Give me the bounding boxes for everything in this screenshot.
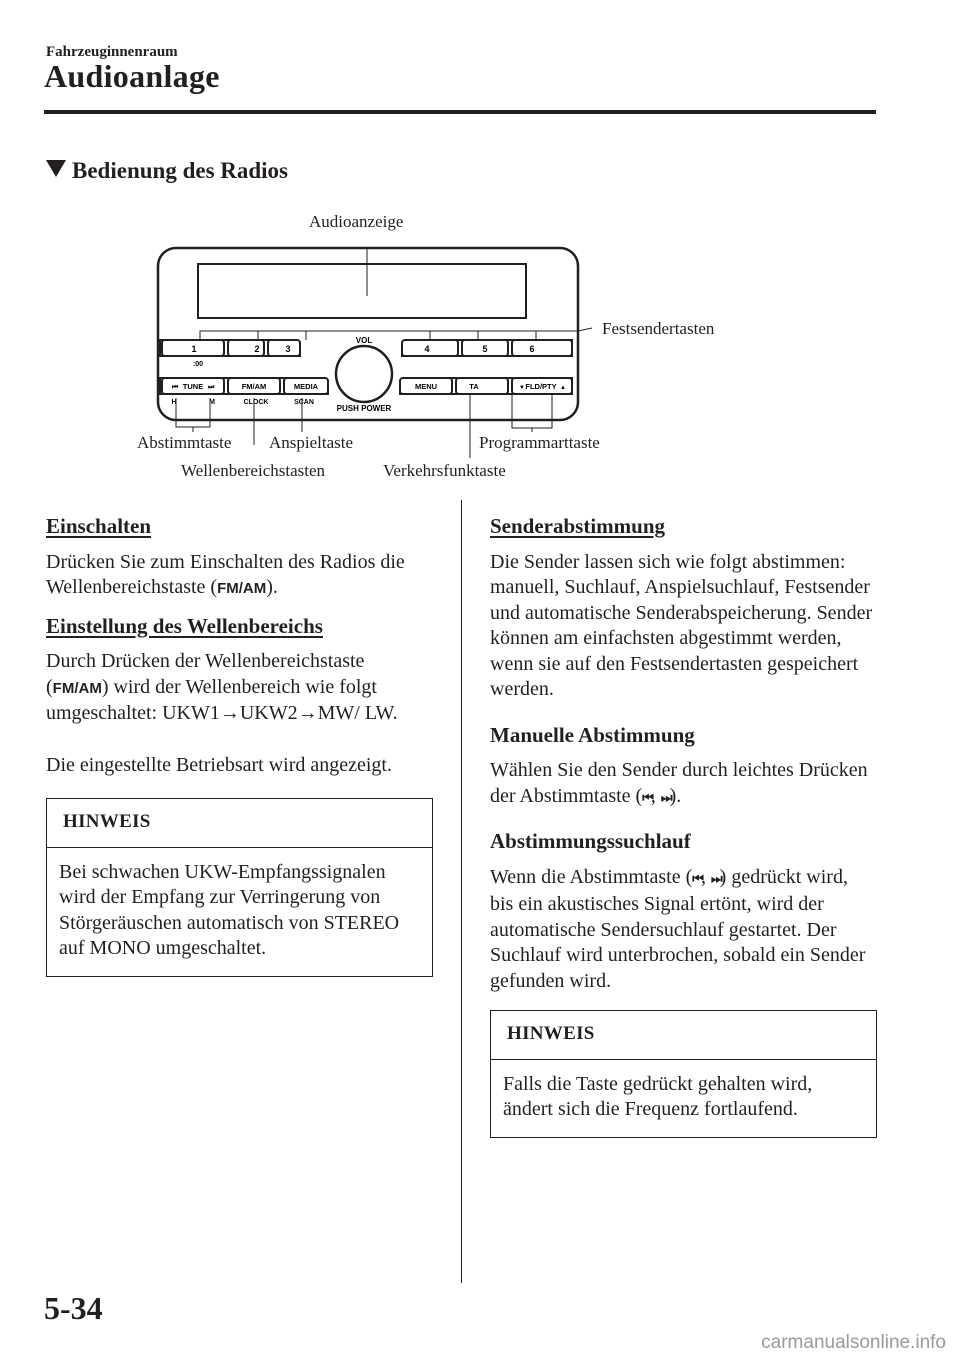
seek-back-icon: ⏮ <box>692 871 701 887</box>
volume-knob[interactable] <box>336 346 392 402</box>
fld-pty-label: FLD/PTY <box>525 382 557 391</box>
push-power-label: PUSH POWER <box>336 404 392 413</box>
paragraph-betriebsart: Die eingestellte Betriebsart wird angezeigt. <box>46 753 392 776</box>
label-programmarttaste: Programmarttaste <box>479 433 600 452</box>
label-wellenbereichstasten: Wellenbereichstasten <box>181 461 326 480</box>
seek-forward-icon: ⏭ <box>660 790 670 806</box>
preset-2-label: 2 <box>254 344 260 354</box>
column-divider <box>461 500 462 1283</box>
seek-forward-icon: ⏭ <box>710 871 720 887</box>
note-text: Falls die Taste gedrückt gehalten wird, ändert sich die Frequenz fortlaufend. <box>503 1072 813 1120</box>
tune-back-icon: ⏮ <box>172 384 179 391</box>
preset-4-label: 4 <box>424 344 430 354</box>
heading-einschalten: Einschalten <box>46 514 152 538</box>
section-title-text: Bedienung des Radios <box>72 158 289 183</box>
heading-manuelle-abstimmung: Manuelle Abstimmung <box>490 722 695 747</box>
preset-5-label: 5 <box>482 344 488 354</box>
seek-back-icon: ⏮ <box>642 790 651 806</box>
pty-up-icon: ▲ <box>560 385 566 391</box>
section-title <box>46 158 288 184</box>
fm-am-symbol: FM/AM <box>52 679 102 697</box>
preset-6-button[interactable] <box>512 340 572 356</box>
media-label: MEDIA <box>293 382 319 391</box>
tune-fwd-icon: ⏭ <box>208 384 215 391</box>
preset-1-label: 1 <box>191 344 197 354</box>
triangle-down-icon <box>46 160 66 177</box>
watermark: carmanualsonline.info <box>761 1332 946 1353</box>
note-heading: HINWEIS <box>491 1011 876 1060</box>
label-festsendertasten: Festsendertasten <box>602 319 715 338</box>
preset-6-label: 6 <box>529 344 535 354</box>
label-audioanzeige: Audioanzeige <box>309 212 404 231</box>
note-heading: HINWEIS <box>47 799 432 848</box>
vol-label: VOL <box>355 336 373 345</box>
label-abstimmtaste: Abstimmtaste <box>137 433 232 452</box>
label-anspieltaste: Anspieltaste <box>269 433 354 452</box>
chapter-label: Fahrzeuginnenraum <box>46 44 178 60</box>
ta-label: TA <box>469 382 479 391</box>
pty-down-icon: ▼ <box>519 385 525 391</box>
paragraph-einschalten: Drücken Sie zum Einschalten des Radios die Wellenbereichstaste (FM/AM). <box>46 550 405 598</box>
paragraph-abstimmungssuchlauf: Wenn die Abstimmtaste (⏮, ⏭) gedrückt wird, bis ein akustisches Signal ertönt, wird der automatische Sendersuchlauf gestartet. Der Suchlauf wird unterbrochen, sobald ein Sender gefunden wird. <box>490 865 866 992</box>
heading-abstimmungssuchlauf: Abstimmungssuchlauf <box>490 829 691 853</box>
paragraph-senderabstimmung: Die Sender lassen sich wie folgt abstimmen: manuell, Suchlauf, Anspielsuchlauf, Festsender und automatische Senderabspeicherung. Sender können am einfachsten abgestimmt werden, wenn sie auf den Festsendertasten gespeichert werden. <box>490 550 873 700</box>
paragraph-wellenbereich: Durch Drücken der Wellenbereichstaste (FM/AM) wird der Wellenbereich wie folgt umgeschaltet: UKW1→UKW2→MW/ LW. <box>46 650 398 724</box>
heading-senderabstimmung: Senderabstimmung <box>490 514 666 538</box>
preset-4-button[interactable] <box>402 340 458 356</box>
note-text: Bei schwachen UKW-Empfangssignalen wird der Empfang zur Verringerung von Störgeräuschen automatisch von STEREO auf MONO umgeschaltet. <box>59 860 400 959</box>
tune-label: TUNE <box>182 382 204 391</box>
page-number: 5-34 <box>44 1290 103 1326</box>
clock-label: CLOCK <box>243 399 269 406</box>
note-box-right <box>490 1010 877 1138</box>
right-column <box>490 514 875 1138</box>
menu-label: MENU <box>414 382 438 391</box>
label-verkehrsfunktaste: Verkehrsfunktaste <box>383 461 506 480</box>
m-label: M <box>209 399 215 406</box>
page-title: Audioanlage <box>44 58 220 94</box>
preset-3-button[interactable] <box>268 340 300 356</box>
paragraph-manuelle-abstimmung: Wählen Sie den Sender durch leichtes Drücken der Abstimmtaste (⏮, ⏭). <box>490 759 868 807</box>
scan-label: SCAN <box>294 399 314 406</box>
note-box-left <box>46 798 433 977</box>
heading-wellenbereich: Einstellung des Wellenbereichs <box>46 613 323 638</box>
left-column <box>46 514 431 977</box>
ta-button[interactable] <box>456 378 508 394</box>
fm-am-symbol: FM/AM <box>217 580 267 597</box>
h-label: H <box>171 399 177 406</box>
colon00-label: :00 <box>192 361 204 368</box>
header-rule <box>44 110 876 114</box>
audio-display <box>198 264 526 318</box>
fm-am-label: FM/AM <box>241 382 267 391</box>
preset-3-label: 3 <box>285 344 291 354</box>
